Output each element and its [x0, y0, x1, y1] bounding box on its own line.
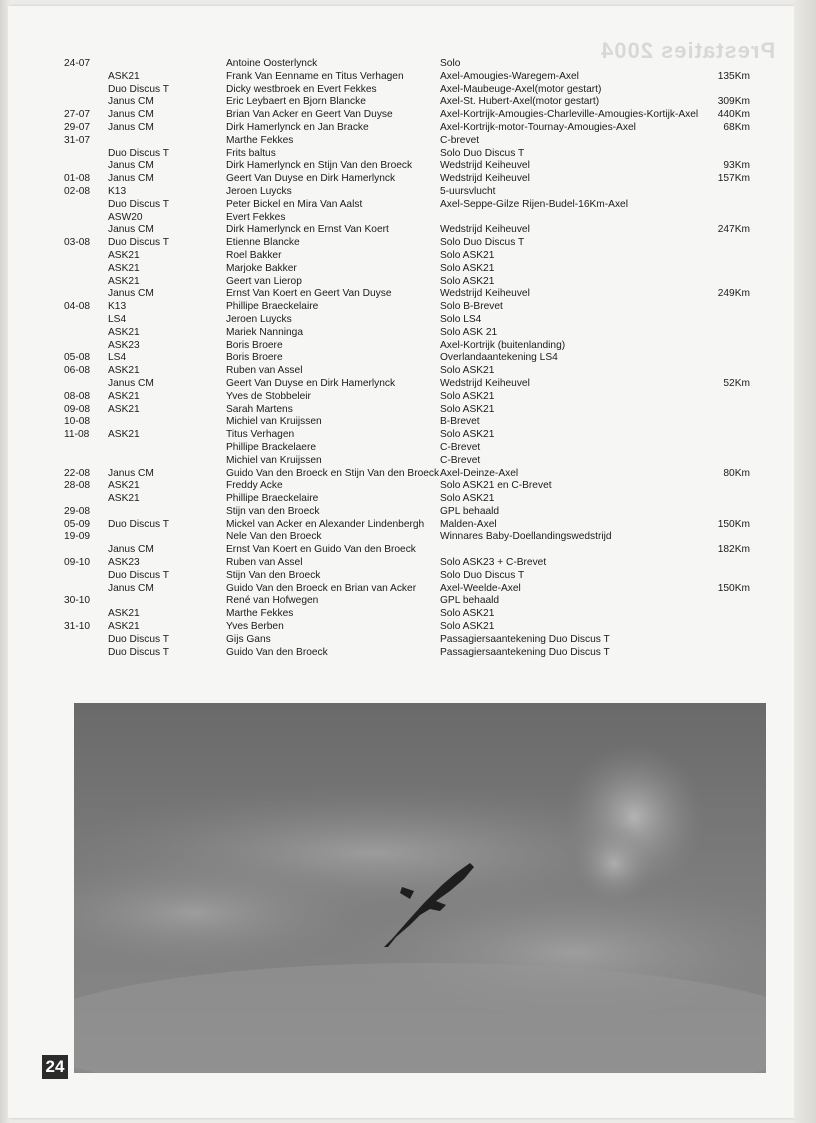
- pilot-cell: Etienne Blancke: [226, 237, 300, 249]
- task-cell: Solo Duo Discus T: [440, 569, 525, 581]
- task-cell: Solo ASK21: [440, 249, 495, 261]
- table-row: [64, 531, 764, 544]
- table-row: [64, 58, 764, 71]
- date-cell: 27-07: [64, 109, 91, 121]
- table-row: [64, 186, 764, 199]
- table-row: [64, 148, 764, 161]
- pilot-cell: Freddy Acke: [226, 480, 283, 492]
- glider-cell: ASK21: [108, 403, 140, 415]
- pilot-cell: Evert Fekkes: [226, 211, 286, 223]
- glider-cell: Janus CM: [108, 544, 154, 556]
- table-row: [64, 250, 764, 263]
- task-cell: Wedstrijd Keiheuvel: [440, 377, 530, 389]
- task-cell: Winnares Baby-Doellandingswedstrijd: [440, 531, 612, 543]
- task-cell: Solo ASK21: [440, 390, 495, 402]
- task-cell: Solo ASK21: [440, 275, 495, 287]
- glider-cell: Duo Discus T: [108, 569, 169, 581]
- task-cell: C-brevet: [440, 134, 480, 146]
- table-row: [64, 160, 764, 173]
- task-cell: Axel-St. Hubert-Axel(motor gestart): [440, 96, 600, 108]
- pilot-cell: Phillipe Braeckelaire: [226, 301, 319, 313]
- table-row: [64, 263, 764, 276]
- task-cell: Axel-Kortrijk (buitenlanding): [440, 339, 566, 351]
- achievements-table: [64, 58, 764, 659]
- pilot-cell: Eric Leybaert en Bjorn Blancke: [226, 96, 366, 108]
- task-cell: Solo ASK21: [440, 493, 495, 505]
- bird-in-sky-image: [74, 703, 766, 1073]
- glider-cell: ASK21: [108, 275, 140, 287]
- table-row: [64, 96, 764, 109]
- table-row: [64, 237, 764, 250]
- task-cell: Solo ASK21: [440, 262, 495, 274]
- glider-cell: Janus CM: [108, 173, 154, 185]
- glider-cell: ASW20: [108, 211, 143, 223]
- task-cell: C-Brevet: [440, 441, 481, 453]
- glider-cell: Janus CM: [108, 224, 154, 236]
- task-cell: C-Brevet: [440, 454, 481, 466]
- glider-cell: ASK21: [108, 621, 140, 633]
- table-row: [64, 122, 764, 135]
- pilot-cell: Gijs Gans: [226, 633, 271, 645]
- pilot-cell: Dirk Hamerlynck en Jan Bracke: [226, 121, 369, 133]
- pilot-cell: Antoine Oosterlynck: [226, 58, 318, 69]
- pilot-cell: Geert van Lierop: [226, 275, 302, 287]
- distance-cell: 150Km: [717, 518, 750, 530]
- pilot-cell: Ruben van Assel: [226, 365, 303, 377]
- task-cell: Solo ASK21: [440, 429, 495, 441]
- pilot-cell: Yves de Stobbeleir: [226, 390, 311, 402]
- table-row: [64, 608, 764, 621]
- pilot-cell: Geert Van Duyse en Dirk Hamerlynck: [226, 377, 396, 389]
- table-row: [64, 391, 764, 404]
- pilot-cell: Sarah Martens: [226, 403, 293, 415]
- task-cell: Solo Duo Discus T: [440, 237, 525, 249]
- table-row: [64, 212, 764, 225]
- date-cell: 02-08: [64, 185, 91, 197]
- glider-cell: Duo Discus T: [108, 147, 169, 159]
- date-cell: 05-09: [64, 518, 91, 530]
- date-cell: 19-09: [64, 531, 91, 543]
- pilot-cell: Peter Bickel en Mira Van Aalst: [226, 198, 363, 210]
- pilot-cell: Mickel van Acker en Alexander Lindenbergh: [226, 518, 425, 530]
- date-cell: 05-08: [64, 352, 91, 364]
- date-cell: 06-08: [64, 365, 91, 377]
- table-row: [64, 378, 764, 391]
- pilot-cell: Frits baltus: [226, 147, 276, 159]
- pilot-cell: Dirk Hamerlynck en Ernst Van Koert: [226, 224, 389, 236]
- pilot-cell: Marthe Fekkes: [226, 608, 294, 620]
- date-cell: 22-08: [64, 467, 91, 479]
- pilot-cell: Guido Van den Broeck en Brian van Acker: [226, 582, 417, 594]
- glider-cell: ASK23: [108, 557, 140, 569]
- task-cell: Wedstrijd Keiheuvel: [440, 224, 530, 236]
- pilot-cell: Frank Van Eenname en Titus Verhagen: [226, 70, 404, 82]
- page-edge: [794, 0, 816, 1123]
- task-cell: Solo: [440, 58, 461, 69]
- date-cell: 09-08: [64, 403, 91, 415]
- task-cell: Wedstrijd Keiheuvel: [440, 160, 530, 172]
- date-cell: 29-07: [64, 121, 91, 133]
- table-row: [64, 199, 764, 212]
- table-row: [64, 276, 764, 289]
- glider-cell: Duo Discus T: [108, 633, 169, 645]
- distance-cell: 157Km: [717, 173, 750, 185]
- pilot-cell: Ernst Van Koert en Guido Van den Broeck: [226, 544, 416, 556]
- pilot-cell: Boris Broere: [226, 339, 283, 351]
- task-cell: GPL behaald: [440, 505, 500, 517]
- glider-cell: LS4: [108, 313, 127, 325]
- task-cell: Solo ASK 21: [440, 326, 498, 338]
- glider-cell: Duo Discus T: [108, 518, 169, 530]
- table-row: [64, 647, 764, 660]
- task-cell: Passagiersaantekening Duo Discus T: [440, 646, 610, 658]
- date-cell: 28-08: [64, 480, 91, 492]
- glider-cell: Janus CM: [108, 160, 154, 172]
- pilot-cell: Mariek Nanninga: [226, 326, 304, 338]
- glider-cell: Duo Discus T: [108, 237, 169, 249]
- glider-cell: ASK21: [108, 326, 140, 338]
- pilot-cell: Ernst Van Koert en Geert Van Duyse: [226, 288, 392, 300]
- table-row: [64, 109, 764, 122]
- table-row: [64, 455, 764, 468]
- glider-cell: Janus CM: [108, 467, 154, 479]
- glider-cell: ASK21: [108, 493, 140, 505]
- table-row: [64, 557, 764, 570]
- table-row: [64, 416, 764, 429]
- task-cell: Passagiersaantekening Duo Discus T: [440, 633, 610, 645]
- date-cell: 30-10: [64, 595, 91, 607]
- task-cell: Axel-Weelde-Axel: [440, 582, 521, 594]
- pilot-cell: Brian Van Acker en Geert Van Duyse: [226, 109, 393, 121]
- table-row: [64, 135, 764, 148]
- distance-cell: 52Km: [723, 377, 750, 389]
- distance-cell: 135Km: [717, 70, 750, 82]
- table-row: [64, 570, 764, 583]
- date-cell: 04-08: [64, 301, 91, 313]
- pilot-cell: René van Hofwegen: [226, 595, 319, 607]
- glider-cell: Duo Discus T: [108, 83, 169, 95]
- table-row: [64, 301, 764, 314]
- task-cell: Axel-Kortrijk-Amougies-Charleville-Amougies-Kortijk-Axel: [440, 109, 699, 121]
- task-cell: Wedstrijd Keiheuvel: [440, 288, 530, 300]
- table-row: [64, 224, 764, 237]
- glider-cell: Duo Discus T: [108, 198, 169, 210]
- date-cell: 01-08: [64, 173, 91, 185]
- table-row: [64, 173, 764, 186]
- page-number: 24: [42, 1055, 68, 1079]
- bird-photo: [74, 703, 766, 1073]
- pilot-cell: Michiel van Kruijssen: [226, 454, 322, 466]
- glider-cell: Janus CM: [108, 288, 154, 300]
- pilot-cell: Dicky westbroek en Evert Fekkes: [226, 83, 377, 95]
- distance-cell: 309Km: [717, 96, 750, 108]
- pilot-cell: Roel Bakker: [226, 249, 282, 261]
- pilot-cell: Ruben van Assel: [226, 557, 303, 569]
- distance-cell: 182Km: [717, 544, 750, 556]
- task-cell: Solo ASK21: [440, 608, 495, 620]
- glider-cell: Janus CM: [108, 96, 154, 108]
- pilot-cell: Stijn Van den Broeck: [226, 569, 321, 581]
- task-cell: Malden-Axel: [440, 518, 497, 530]
- distance-cell: 249Km: [717, 288, 750, 300]
- distance-cell: 150Km: [717, 582, 750, 594]
- table-row: [64, 365, 764, 378]
- pilot-cell: Stijn van den Broeck: [226, 505, 320, 517]
- pilot-cell: Marjoke Bakker: [226, 262, 297, 274]
- pilot-cell: Jeroen Luycks: [226, 313, 292, 325]
- distance-cell: 80Km: [723, 467, 750, 479]
- table-row: [64, 84, 764, 97]
- date-cell: 31-10: [64, 621, 91, 633]
- glider-cell: ASK21: [108, 262, 140, 274]
- task-cell: Solo Duo Discus T: [440, 147, 525, 159]
- table-row: [64, 519, 764, 532]
- distance-cell: 440Km: [717, 109, 750, 121]
- pilot-cell: Geert Van Duyse en Dirk Hamerlynck: [226, 173, 396, 185]
- glider-cell: ASK23: [108, 339, 140, 351]
- glider-cell: ASK21: [108, 480, 140, 492]
- task-cell: B-Brevet: [440, 416, 480, 428]
- task-cell: Solo ASK21 en C-Brevet: [440, 480, 552, 492]
- task-cell: Solo ASK21: [440, 621, 495, 633]
- table-row: [64, 544, 764, 557]
- glider-cell: ASK21: [108, 70, 140, 82]
- glider-cell: K13: [108, 301, 127, 313]
- glider-cell: ASK21: [108, 249, 140, 261]
- date-cell: 24-07: [64, 58, 91, 69]
- pilot-cell: Boris Broere: [226, 352, 283, 364]
- date-cell: 31-07: [64, 134, 91, 146]
- glider-cell: Janus CM: [108, 109, 154, 121]
- task-cell: Axel-Maubeuge-Axel(motor gestart): [440, 83, 602, 95]
- pilot-cell: Phillipe Brackelaere: [226, 441, 317, 453]
- table-row: [64, 340, 764, 353]
- pilot-cell: Guido Van den Broeck: [226, 646, 328, 658]
- pilot-cell: Michiel van Kruijssen: [226, 416, 322, 428]
- pilot-cell: Guido Van den Broeck en Stijn Van den Broeck: [226, 467, 440, 479]
- task-cell: 5-uursvlucht: [440, 185, 496, 197]
- table-row: [64, 621, 764, 634]
- glider-cell: LS4: [108, 352, 127, 364]
- date-cell: 09-10: [64, 557, 91, 569]
- task-cell: Solo B-Brevet: [440, 301, 503, 313]
- glider-cell: Janus CM: [108, 121, 154, 133]
- task-cell: Solo ASK21: [440, 365, 495, 377]
- table-row: [64, 442, 764, 455]
- task-cell: Axel-Kortrijk-motor-Tournay-Amougies-Axel: [440, 121, 636, 133]
- table-row: [64, 634, 764, 647]
- table-row: [64, 327, 764, 340]
- date-cell: 03-08: [64, 237, 91, 249]
- pilot-cell: Dirk Hamerlynck en Stijn Van den Broeck: [226, 160, 413, 172]
- task-cell: GPL behaald: [440, 595, 500, 607]
- glider-cell: K13: [108, 185, 127, 197]
- pilot-cell: Phillipe Braeckelaire: [226, 493, 319, 505]
- pilot-cell: Nele Van den Broeck: [226, 531, 322, 543]
- table-row: [64, 352, 764, 365]
- table-row: [64, 480, 764, 493]
- glider-cell: ASK21: [108, 390, 140, 402]
- pilot-cell: Marthe Fekkes: [226, 134, 294, 146]
- task-cell: Overlandaantekening LS4: [440, 352, 558, 364]
- table-row: [64, 71, 764, 84]
- table-row: [64, 493, 764, 506]
- table-row: [64, 583, 764, 596]
- task-cell: Solo ASK23 + C-Brevet: [440, 557, 547, 569]
- glider-cell: Janus CM: [108, 377, 154, 389]
- task-cell: Solo LS4: [440, 313, 482, 325]
- task-cell: Axel-Amougies-Waregem-Axel: [440, 70, 579, 82]
- table-row: [64, 429, 764, 442]
- show-through-title: Prestaties 2004: [600, 38, 776, 63]
- glider-cell: ASK21: [108, 365, 140, 377]
- date-cell: 10-08: [64, 416, 91, 428]
- table-row: [64, 288, 764, 301]
- date-cell: 29-08: [64, 505, 91, 517]
- distance-cell: 93Km: [723, 160, 750, 172]
- date-cell: 08-08: [64, 390, 91, 402]
- task-cell: Axel-Seppe-Gilze Rijen-Budel-16Km-Axel: [440, 198, 628, 210]
- distance-cell: 68Km: [723, 121, 750, 133]
- table-row: [64, 404, 764, 417]
- distance-cell: 247Km: [717, 224, 750, 236]
- task-cell: Axel-Deinze-Axel: [440, 467, 519, 479]
- table-row: [64, 595, 764, 608]
- glider-cell: Janus CM: [108, 582, 154, 594]
- table-row: [64, 468, 764, 481]
- glider-cell: ASK21: [108, 429, 140, 441]
- pilot-cell: Jeroen Luycks: [226, 185, 292, 197]
- glider-cell: Duo Discus T: [108, 646, 169, 658]
- task-cell: Wedstrijd Keiheuvel: [440, 173, 530, 185]
- table-row: [64, 506, 764, 519]
- date-cell: 11-08: [64, 429, 90, 441]
- pilot-cell: Yves Berben: [226, 621, 284, 633]
- table-row: [64, 314, 764, 327]
- task-cell: Solo ASK21: [440, 403, 495, 415]
- glider-cell: ASK21: [108, 608, 140, 620]
- pilot-cell: Titus Verhagen: [226, 429, 295, 441]
